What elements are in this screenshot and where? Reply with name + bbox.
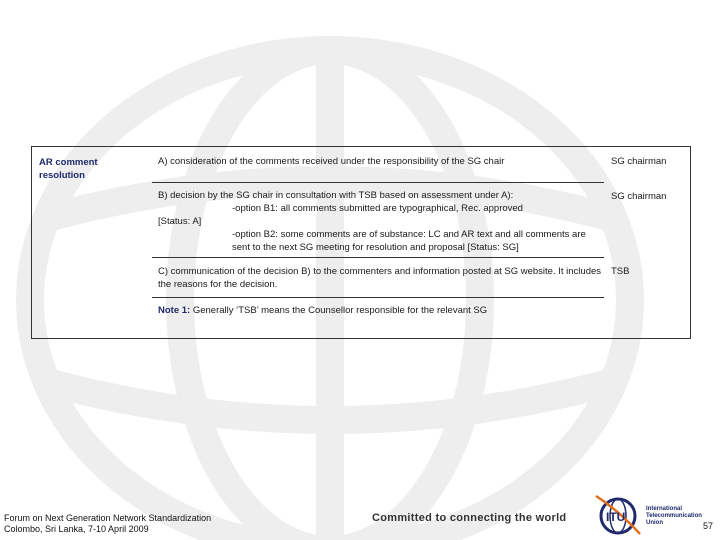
row-a-text: A) consideration of the comments received under the responsibility of the SG chair <box>158 156 505 167</box>
row-b-text <box>158 189 603 254</box>
row-label: AR comment resolution <box>39 157 98 181</box>
row-b-option1: -option B1: all comments submitted are typographical, Rec. approved <box>232 203 523 214</box>
page-number: 57 <box>703 521 714 531</box>
ar-comment-resolution-table <box>31 146 691 339</box>
footer-event-name: Forum on Next Generation Network Standardization <box>4 513 212 523</box>
row-a-responsible: SG chairman <box>611 156 667 167</box>
row-b-status1: [Status: A] <box>158 216 202 227</box>
svg-text:ITU: ITU <box>606 510 626 524</box>
row-b-intro: B) decision by the SG chair in consultation with TSB based on assessment under A): <box>158 190 514 201</box>
note-label: Note 1: <box>158 305 191 316</box>
row-divider <box>152 257 604 258</box>
footer-event-place-date: Colombo, Sri Lanka, 7-10 April 2009 <box>4 524 149 534</box>
row-divider <box>152 297 604 298</box>
itu-logo-icon <box>592 490 644 538</box>
footer-event-info <box>4 513 211 535</box>
footer-tagline: Committed to connecting the world <box>372 512 567 524</box>
row-divider <box>152 182 604 183</box>
row-c-responsible: TSB <box>611 266 630 277</box>
note-text: Generally ‘TSB’ means the Counsellor responsible for the relevant SG <box>192 305 488 316</box>
row-b-responsible: SG chairman <box>611 191 667 202</box>
row-b-option2: -option B2: some comments are of substance: LC and AR text and all comments are sent to the next SG meeting for resolution and proposal [Status: SG] <box>232 229 586 253</box>
table-note <box>158 304 658 317</box>
itu-logo-text: International Telecommunication Union <box>646 506 702 526</box>
row-c-text: C) communication of the decision B) to the commenters and information posted at SG website. It includes the reasons for the decision. <box>158 266 602 290</box>
